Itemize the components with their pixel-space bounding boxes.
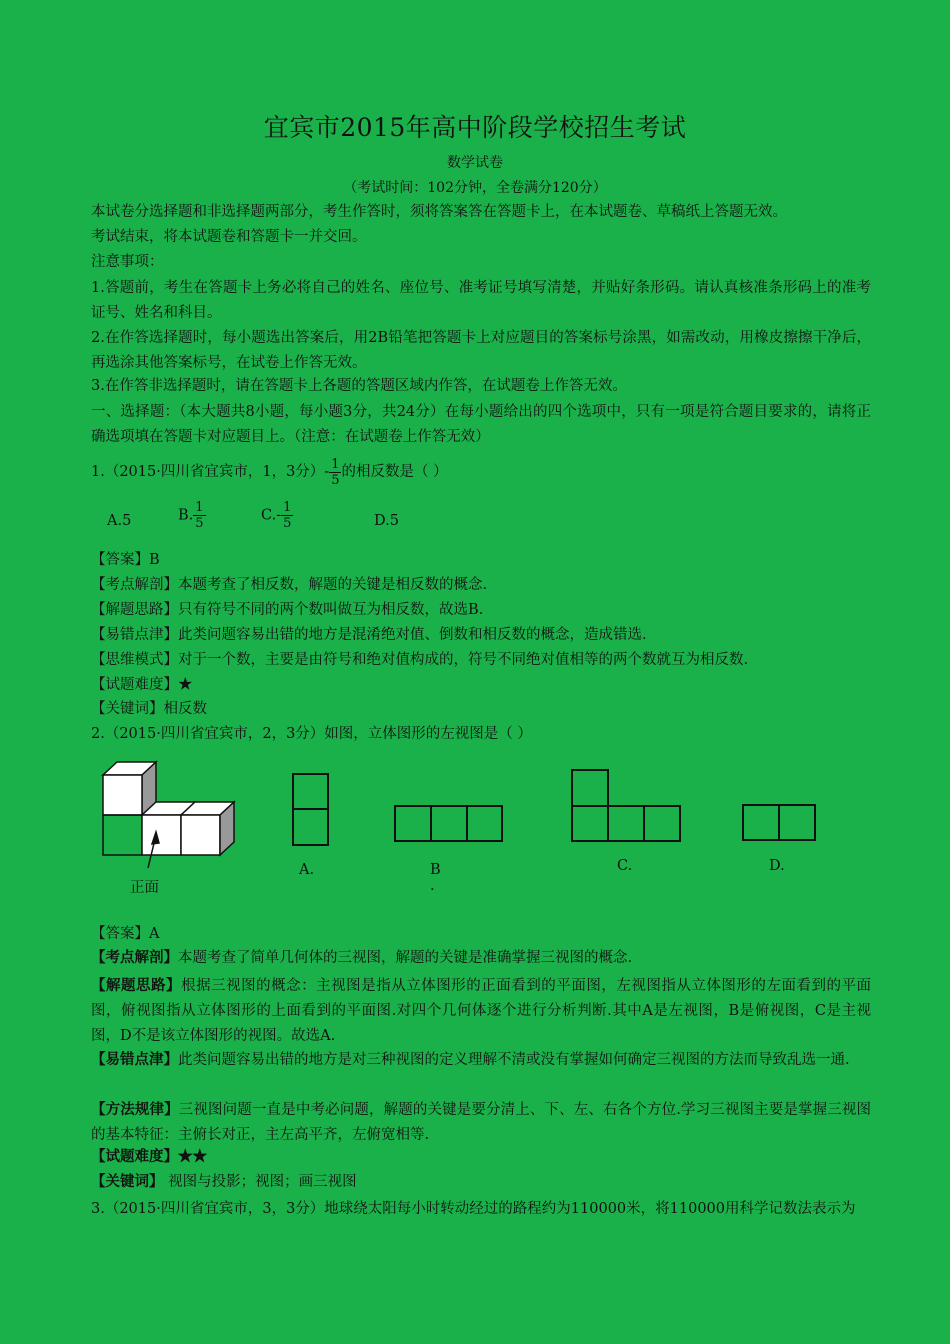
q2-front-label: 正面: [130, 880, 159, 896]
q1-option-d: D.5: [374, 513, 399, 529]
q2-pitfall-text: 此类问题容易出错的地方是对三种视图的定义理解不清或没有掌握如何确定三视图的方法而导致乱选一通.: [178, 1052, 850, 1068]
q2-keywords-text: 视图与投影；视图；画三视图: [163, 1174, 357, 1190]
q1-option-b: [178, 500, 206, 531]
q2-method: [91, 1097, 871, 1148]
time-note: （考试时间：102分钟，全卷满分120分）: [343, 180, 607, 196]
q2-analysis: [91, 948, 871, 968]
q1-option-c: [261, 500, 293, 531]
q2-analysis-text: 本题考查了简单几何体的三视图，解题的关键是准确掌握三视图的概念.: [178, 950, 633, 966]
q1-stem: [91, 452, 871, 492]
notice-title: 注意事项：: [91, 254, 164, 270]
q2-keywords: [91, 1172, 871, 1192]
page-title: 宜宾市2015年高中阶段学校招生考试: [263, 113, 687, 142]
q2-difficulty: [91, 1147, 871, 1167]
q2-option-d-figure: [743, 805, 815, 840]
notice-2: 2.在作答选择题时，每小题选出答案后，用2B铅笔把答题卡上对应题目的答案标号涂黑，如需改动，用橡皮擦擦干净后，再选涂其他答案标号，在试卷上作答无效。: [91, 330, 871, 371]
q1-fraction: [329, 457, 341, 488]
q2-option-a-figure: [293, 774, 328, 845]
q2-thinking-text: 根据三视图的概念：主视图是指从立体图形的正面看到的平面图，左视图指从立体图形的左面看到的平面图，俯视图指从立体图形的上面看到的平面图.对四个几何体逐个进行分析判断.其中A是左视图，B是俯视图，C是主视图，D不是该立体图形的视图。故选A.: [91, 978, 871, 1044]
q1-difficulty: 【试题难度】★: [91, 677, 193, 693]
q1-b-den: 5: [195, 516, 204, 531]
q1-stem-suffix: 的相反数是（ ）: [341, 464, 448, 480]
intro-line-1: 本试卷分选择题和非选择题两部分，考生作答时，须将答案答在答题卡上，在本试题卷、草稿纸上答题无效。: [91, 204, 787, 220]
q1-mode: 【思维模式】对于一个数，主要是由符号和绝对值构成的，符号不同绝对值相等的两个数就互为相反数.: [91, 652, 749, 668]
q2-option-b-dot: .: [430, 878, 435, 894]
q2-option-a: A.: [299, 862, 315, 878]
notice-3: 3.在作答非选择题时，请在答题卡上各题的答题区域内作答，在试题卷上作答无效。: [91, 378, 627, 394]
q1-frac-num: 1: [331, 456, 340, 472]
q2-difficulty-tag: 【试题难度】: [91, 1148, 178, 1165]
q2-keywords-tag: 【关键词】: [91, 1173, 164, 1190]
q2-option-c-figure: [572, 770, 680, 841]
q1-option-b-fraction: [193, 500, 205, 531]
q1-c-den: 5: [283, 516, 292, 531]
q2-pitfall-tag: 【易错点津】: [91, 1051, 178, 1068]
q2-difficulty-stars: ★★: [178, 1148, 207, 1165]
q1-minus: -: [324, 464, 330, 480]
section-1-heading: 一、选择题：（本大题共8小题，每小题3分，共24分）在每小题给出的四个选项中，只有一项是符合题目要求的，请将正确选项填在答题卡对应题目上。（注意：在试题卷上作答无效）: [91, 404, 871, 445]
q3-stem: 3.（2015·四川省宜宾市，3，3分）地球绕太阳每小时转动经过的路程约为110000米，将110000用科学记数法表示为: [91, 1201, 856, 1217]
q1-c-num: 1: [283, 500, 292, 515]
q2-stem: 2.（2015·四川省宜宾市，2，3分）如图，立体图形的左视图是（ ）: [91, 726, 532, 742]
q2-method-tag: 【方法规律】: [91, 1101, 179, 1118]
page-subtitle: 数学试卷: [447, 155, 503, 171]
top-cube-front-face: [103, 775, 142, 815]
q2-option-b-figure: [395, 806, 502, 841]
q2-solid-figure: [103, 762, 234, 868]
q1-b-num: 1: [195, 500, 204, 515]
q1-option-a: A.5: [107, 513, 132, 529]
intro-line-2: 考试结束，将本试题卷和答题卡一并交回。: [91, 229, 367, 245]
q2-option-d: D.: [769, 858, 785, 874]
q1-option-c-label: C.: [261, 507, 277, 524]
q2-thinking-tag: 【解题思路】: [91, 977, 182, 994]
q1-frac-den: 5: [331, 472, 340, 488]
q2-pitfall: [91, 1047, 871, 1073]
q1-stem-prefix: 1.（2015·四川省宜宾市，1，3分）: [91, 464, 325, 480]
q2-thinking: [91, 973, 871, 1049]
q2-answer: 【答案】A: [91, 926, 160, 942]
q2-analysis-tag: 【考点解剖】: [91, 949, 178, 966]
q1-option-b-label: B.: [178, 507, 194, 524]
q1-pitfall: 【易错点津】此类问题容易出错的地方是混淆绝对值、倒数和相反数的概念，造成错选.: [91, 627, 647, 643]
q1-keywords: 【关键词】相反数: [91, 701, 207, 717]
right-cube-front-face: [181, 815, 220, 855]
middle-cube-front-face: [142, 815, 181, 855]
notice-1: 1.答题前，考生在答题卡上务必将自己的姓名、座位号、准考证号填写清楚，并贴好条形码。请认真核准条形码上的准考证号、姓名和科目。: [91, 280, 871, 321]
q2-method-text: 三视图问题一直是中考必问题，解题的关键是要分清上、下、左、右各个方位.学习三视图主要是掌握三视图的基本特征：主俯长对正，主左高平齐，左俯宽相等.: [91, 1102, 871, 1143]
q1-analysis: 【考点解剖】本题考查了相反数，解题的关键是相反数的概念.: [91, 577, 488, 593]
q2-option-c: C.: [617, 858, 633, 874]
bottom-left-cube: [103, 815, 142, 855]
q1-option-c-fraction: [281, 500, 293, 531]
q2-option-b: B: [430, 862, 441, 878]
q1-option-c-minus: -: [276, 507, 282, 524]
q1-thinking: 【解题思路】只有符号不同的两个数叫做互为相反数，故选B.: [91, 602, 484, 618]
q1-answer: 【答案】B: [91, 552, 160, 568]
